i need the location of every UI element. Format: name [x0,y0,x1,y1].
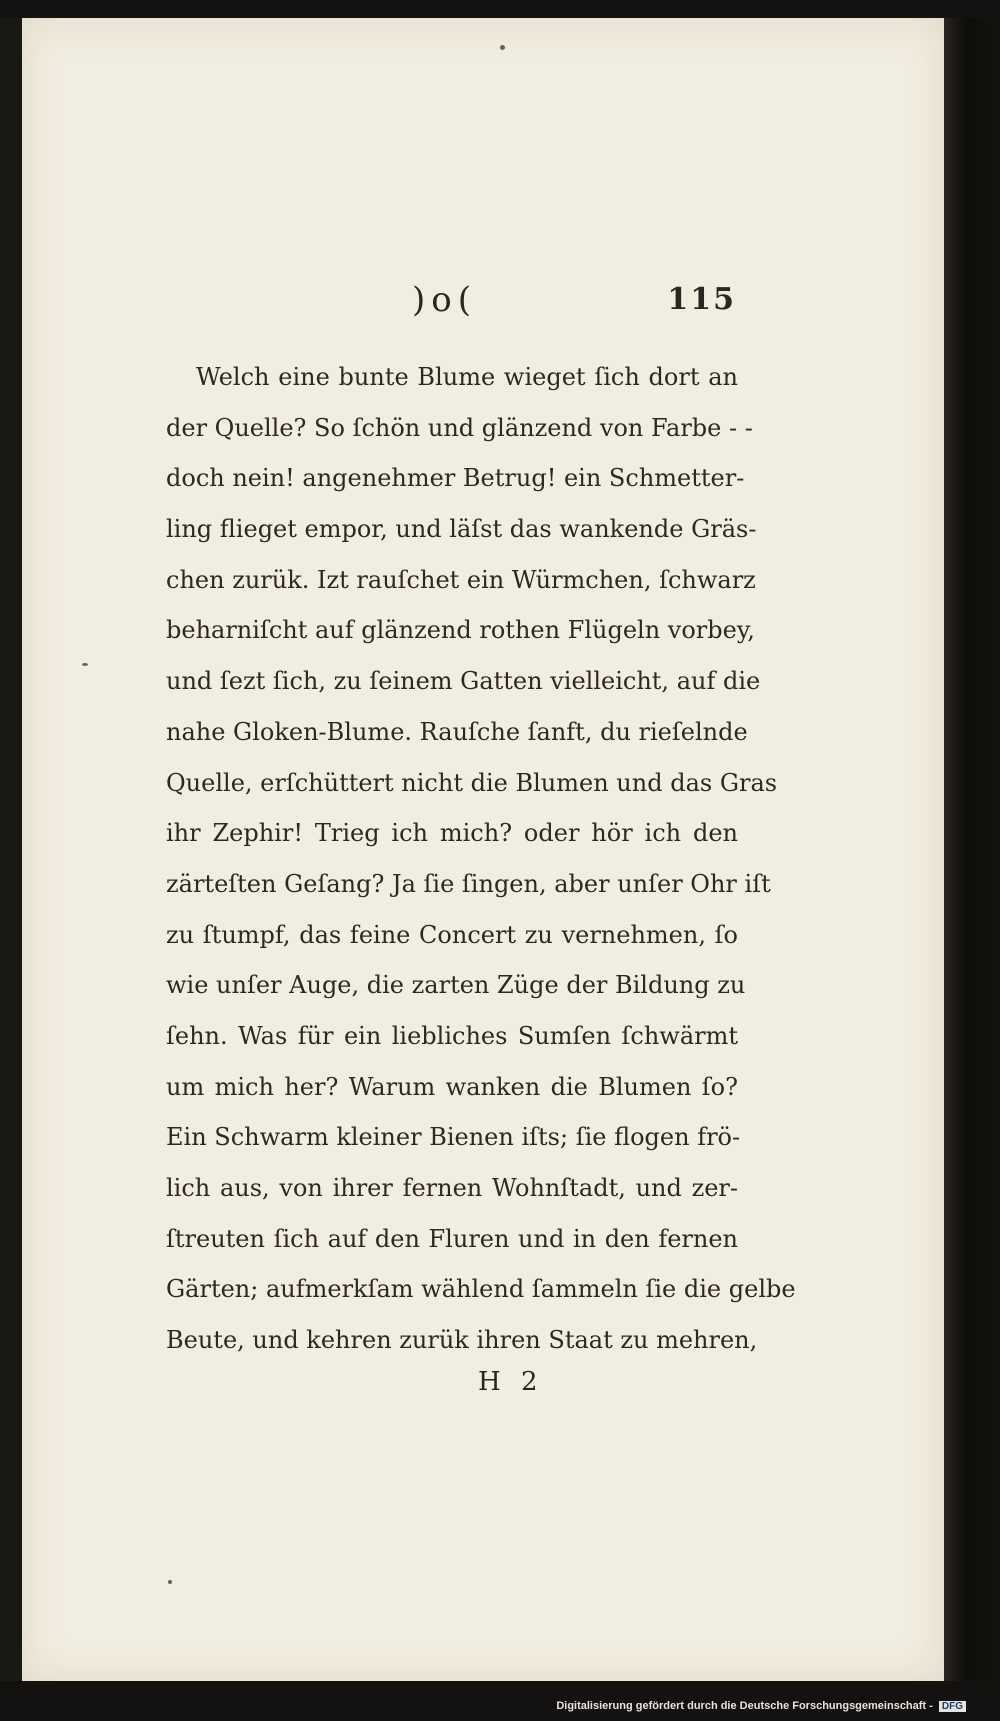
text-line: wie unſer Auge, die zarten Züge der Bildung zu [166,971,746,1000]
text-line: Quelle, erſchüttert nicht die Blumen und das Gras [166,768,778,797]
text-line: ſtreuten ſich auf den Fluren und in den fernen [166,1224,738,1253]
page-header [162,280,742,330]
text-line: chen zurük. Izt rauſchet ein Würmchen, ſchwarz [166,565,756,594]
signature-mark: H 2 [478,1367,544,1397]
paper-speck [82,663,88,666]
text-line: Gärten; aufmerkſam wählend ſammeln ſie die gelbe [166,1275,796,1304]
body-text [166,352,796,1366]
text-line: Welch eine bunte Blume wieget ſich dort an [196,363,738,391]
text-line: um mich her? Warum wanken die Blumen ſo? [166,1072,738,1101]
text-line: zu ſtumpf, das feine Concert zu vernehmen, ſo [166,920,738,949]
dfg-logo: DFG [939,1701,966,1712]
text-line: nahe Gloken-Blume. Rauſche ſanft, du rieſelnde [166,717,748,746]
text-line: lich aus, von ihrer fernen Wohnſtadt, und zer- [166,1174,738,1202]
text-line: ling flieget empor, und läſst das wankende Gräs- [166,515,757,544]
text-line: Ein Schwarm kleiner Bienen iſts; ſie flogen frö- [166,1123,741,1152]
paper-speck [500,45,505,50]
text-line: beharniſcht auf glänzend rothen Flügeln vorbey, [166,616,755,645]
text-line: zärteſten Geſang? Ja ſie ſingen, aber unſer Ohr iſt [166,869,771,898]
text-line: ihr Zephir! Trieg ich mich? oder hör ich den [166,819,738,848]
text-line: Beute, und kehren zurük ihren Staat zu mehren, [166,1326,758,1355]
digitization-credit [556,1700,966,1712]
text-line: der Quelle? So ſchön und glänzend von Farbe - - [166,413,753,442]
text-line: ſehn. Was für ein liebliches Sumſen ſchwärmt [166,1021,738,1050]
credit-text: Digitalisierung gefördert durch die Deutsche Forschungsgemeinschaft - [556,1700,933,1712]
scan-border-right [944,18,1000,1681]
running-head: )o( [412,280,477,320]
scan-border-top [0,0,1000,18]
text-line: doch nein! angenehmer Betrug! ein Schmetter- [166,464,745,493]
page-number: 115 [667,282,736,317]
text-line: und ſezt ſich, zu ſeinem Gatten vielleicht, auf die [166,667,761,696]
paper-speck [168,1580,172,1584]
